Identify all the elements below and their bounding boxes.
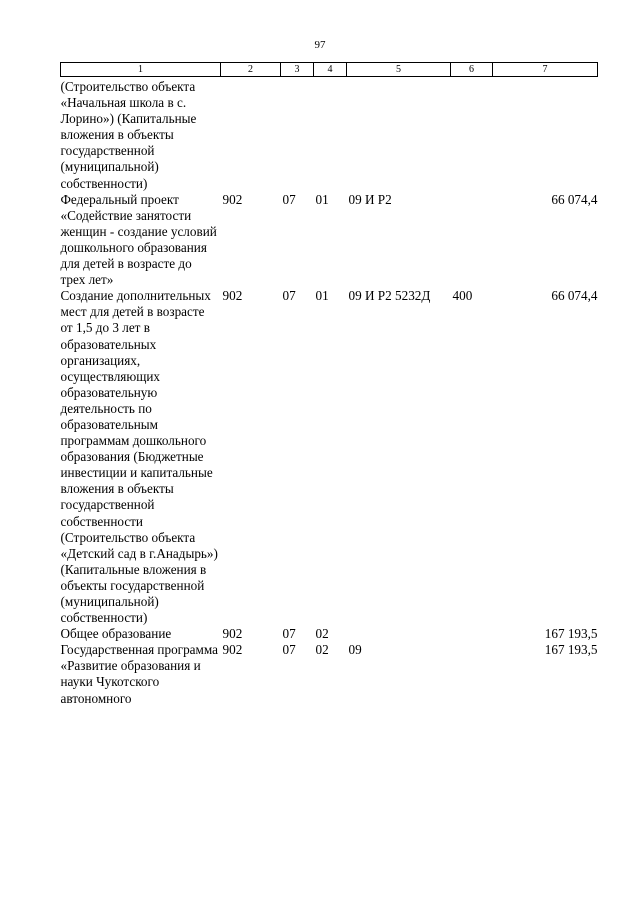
row-pr bbox=[314, 77, 347, 192]
row-rz: 07 bbox=[282, 626, 296, 642]
table-header-row bbox=[61, 63, 598, 77]
row-pr: 01 bbox=[315, 191, 329, 207]
row-name: Создание дополнительных мест для детей в возрасте от 1,5 до 3 лет в образовательных организациях, осуществляющих образовательную деятельность по образовательным программам дошкольного образования (Бюджетные инвестиции и капитальные вложения в объекты государственной собственности (Строительство объекта «Детский сад в г.Анадырь») (Капитальные вложения в объекты государственной (муниципальной) собственности) bbox=[60, 288, 218, 626]
row-vr: 400 bbox=[452, 288, 473, 304]
row-sum: 167 193,5 bbox=[544, 642, 598, 658]
row-vr bbox=[451, 77, 493, 192]
column-header: 1 bbox=[61, 63, 221, 77]
row-pr: 01 bbox=[315, 288, 329, 304]
row-name: Федеральный проект «Содействие занятости женщин - создание условий дошкольного образования для детей в возрасте до трех лет» bbox=[60, 191, 217, 288]
row-pr: 02 bbox=[315, 642, 329, 658]
column-header: 7 bbox=[493, 63, 598, 77]
table-row bbox=[61, 288, 598, 626]
row-ved: 902 bbox=[222, 626, 243, 642]
column-header: 4 bbox=[314, 63, 347, 77]
row-ved: 902 bbox=[222, 191, 243, 207]
row-sum: 66 074,4 bbox=[551, 191, 598, 207]
row-csr: 09 bbox=[348, 642, 362, 658]
row-sum: 167 193,5 bbox=[544, 626, 598, 642]
row-ved bbox=[221, 77, 281, 192]
row-csr: 09 И Р2 5232Д bbox=[348, 288, 431, 304]
row-rz: 07 bbox=[282, 288, 296, 304]
row-csr: 09 И Р2 bbox=[348, 191, 392, 207]
table-row bbox=[61, 192, 598, 289]
row-name: Общее образование bbox=[60, 626, 172, 642]
row-sum: 66 074,4 bbox=[551, 288, 598, 304]
column-header: 5 bbox=[347, 63, 451, 77]
row-name: (Строительство объекта «Начальная школа в с. Лорино») (Капитальные вложения в объекты государственной (муниципальной) собственности) bbox=[60, 79, 197, 191]
row-pr: 02 bbox=[315, 626, 329, 642]
row-rz bbox=[281, 77, 314, 192]
column-header: 3 bbox=[281, 63, 314, 77]
row-csr bbox=[347, 626, 451, 642]
row-rz: 07 bbox=[282, 642, 296, 658]
row-vr bbox=[451, 642, 493, 706]
table-row bbox=[61, 77, 598, 192]
column-header: 6 bbox=[451, 63, 493, 77]
row-ved: 902 bbox=[222, 288, 243, 304]
column-header: 2 bbox=[221, 63, 281, 77]
row-sum bbox=[493, 77, 598, 192]
row-vr bbox=[451, 626, 493, 642]
row-ved: 902 bbox=[222, 642, 243, 658]
table-row bbox=[61, 626, 598, 642]
budget-table bbox=[60, 62, 598, 707]
row-name: Государственная программа «Развитие образования и науки Чукотского автономного bbox=[60, 642, 218, 706]
row-csr bbox=[347, 77, 451, 192]
page-number: 97 bbox=[314, 39, 326, 51]
row-rz: 07 bbox=[282, 191, 296, 207]
table-row bbox=[61, 642, 598, 706]
row-vr bbox=[451, 192, 493, 289]
